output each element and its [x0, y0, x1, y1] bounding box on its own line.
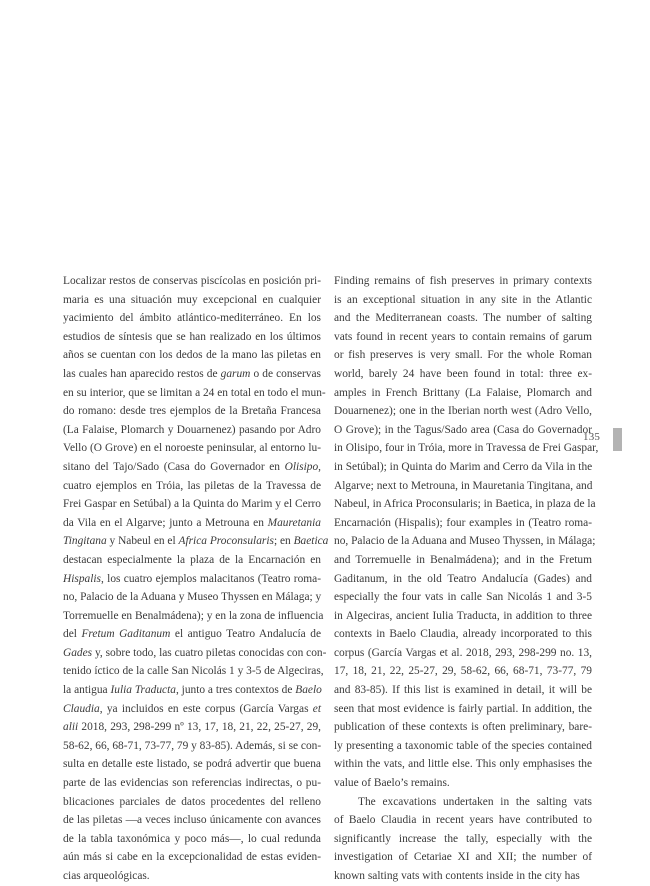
text-segment: Vello (O Grove) en el noroeste peninsular, al entorno lu- — [63, 442, 321, 455]
text-segment: tenido íctico de la calle San Nicolás 1 y 3-5 de Algeciras, — [63, 665, 324, 678]
text-line — [334, 551, 592, 570]
text-line — [63, 681, 321, 700]
text-segment: in Algeciras, ancient Iulia Traducta, in addition to three — [334, 609, 592, 622]
text-line — [334, 458, 592, 477]
text-line — [334, 421, 592, 440]
text-line — [334, 291, 592, 310]
text-line — [63, 625, 321, 644]
text-segment: estudios de síntesis que se han realizado en los últimos — [63, 330, 321, 343]
text-segment: y, sobre todo, las cuatro piletas conocidas con con- — [92, 646, 327, 659]
text-line — [334, 365, 592, 384]
text-segment: o de conservas — [250, 367, 321, 380]
italic-term: et — [312, 702, 321, 715]
italic-term: Fretum Gaditanum — [81, 628, 171, 641]
text-line — [334, 570, 592, 589]
text-line — [63, 662, 324, 681]
text-line — [334, 755, 592, 774]
text-segment: , junto a tres contextos de — [175, 684, 296, 697]
italic-term: Africa Proconsularis — [178, 535, 274, 548]
italic-term: Hispalis — [63, 572, 101, 585]
text-line — [63, 848, 321, 867]
text-segment: las cuales han aparecido restos de — [63, 367, 221, 380]
text-line — [334, 700, 592, 719]
text-line — [63, 737, 321, 756]
text-segment: amples in French Brittany (La Falaise, Plomarch and — [334, 386, 592, 399]
text-line — [63, 365, 321, 384]
text-segment: la antigua — [63, 684, 111, 697]
text-segment: no, Palacio de la Aduana y Museo Thyssen en Málaga; y — [63, 591, 322, 604]
text-segment: maria es una situación muy excepcional en cualquier — [63, 293, 321, 306]
text-line — [334, 737, 592, 756]
text-line — [63, 458, 321, 477]
text-line — [334, 681, 592, 700]
text-segment: known salting vats with contents inside in the city has — [334, 870, 580, 882]
italic-term: Mauretania — [267, 516, 321, 529]
text-segment: seen that most evidence is fairly partial. In addition, the — [334, 702, 592, 715]
italic-term: Iulia Traducta — [110, 684, 176, 697]
text-segment: do romano: desde tres ejemplos de la Bretaña Francesa — [63, 405, 321, 418]
text-line — [63, 291, 321, 310]
italic-term: Claudia — [63, 702, 100, 715]
italic-term: Tingitana — [63, 535, 107, 548]
text-segment: yacimiento del ámbito atlántico-mediterráneo. En los — [63, 312, 321, 325]
text-segment: significantly increase the tally, especially with the — [334, 832, 592, 845]
page-number: 135 — [583, 431, 601, 443]
text-segment: sitano del Tajo/Sado (Casa do Governador en — [63, 460, 285, 473]
text-segment: 17, 18, 21, 22, 25-27, 29, 58-62, 66, 68-71, 73-77, 79 — [334, 665, 592, 678]
text-segment: Encarnación (Hispalis); four examples in (Teatro roma- — [334, 516, 592, 529]
text-line — [63, 588, 321, 607]
text-segment: Finding remains of fish preserves in primary contexts — [334, 275, 592, 287]
text-line — [63, 570, 321, 589]
italic-term: Baelo — [295, 684, 322, 697]
text-segment: , — [318, 460, 321, 473]
text-line — [63, 439, 321, 458]
text-line — [63, 607, 324, 626]
text-line — [334, 588, 592, 607]
text-line — [334, 830, 592, 849]
text-segment: 58-62, 66, 68-71, 73-77, 79 y 83-85). Además, si se con- — [63, 739, 322, 752]
text-line — [334, 402, 592, 421]
text-line — [334, 662, 592, 681]
text-segment: The excavations undertaken in the salting vats — [358, 795, 592, 808]
text-segment: corpus (García Vargas et al. 2018, 293, 298-299 no. 13, — [334, 646, 592, 659]
text-line — [334, 309, 592, 328]
text-line — [63, 774, 321, 793]
spanish-text-column — [63, 272, 329, 886]
text-line — [334, 811, 592, 830]
text-line — [334, 607, 592, 626]
text-segment: vats found in recent years to contain remains of garum — [334, 330, 592, 343]
text-segment: sulta en detalle este listado, se podrá advertir que buena — [63, 758, 321, 771]
text-segment: ly presenting a taxonomic table of the species contained — [334, 739, 592, 752]
text-line — [334, 328, 592, 347]
text-line — [63, 309, 321, 328]
text-segment: and Torremuelle in Benalmádena); and in the Fretum — [334, 553, 592, 566]
text-line — [63, 755, 321, 774]
text-line — [334, 625, 592, 644]
text-segment: Douarnenez); one in the Iberian north west (Adro Vello, — [334, 405, 592, 418]
text-segment: Algarve; next to Metrouna, in Mauretania Tingitana, and — [334, 479, 593, 492]
text-segment: destacan especialmente la plaza de la Encarnación en — [63, 553, 321, 566]
text-segment: aún más si cabe en la excepcionalidad de estas eviden- — [63, 851, 321, 864]
text-line — [334, 439, 599, 458]
text-segment: Localizar restos de conservas piscícolas en posición pri- — [63, 275, 321, 287]
text-line — [63, 495, 321, 514]
text-line — [63, 644, 327, 663]
text-segment: ; en — [273, 535, 294, 548]
text-segment: especially the four vats in calle San Nicolás 1 and 3-5 — [334, 591, 592, 604]
text-line — [334, 644, 592, 663]
text-segment: años se cuentan con los dedos de la mano las piletas en — [63, 349, 321, 362]
text-line — [334, 477, 592, 496]
text-segment: of Baelo Claudia in recent years have contributed to — [334, 814, 592, 827]
text-segment: and the Mediterranean coasts. The number of salting — [334, 312, 592, 325]
text-segment: Gaditanum, in the old Teatro Andalucía (Gades) and — [334, 572, 592, 585]
text-line — [334, 867, 592, 886]
text-line — [63, 477, 321, 496]
text-segment: , los cuatro ejemplos malacitanos (Teatro roma- — [100, 572, 321, 585]
text-segment: cias arqueológicas. — [63, 870, 150, 882]
english-text-column — [334, 272, 599, 886]
text-segment: and 83-85). If this list is examined in detail, it will be — [334, 684, 592, 697]
text-segment: value of Baelo’s remains. — [334, 777, 450, 790]
text-line — [63, 830, 321, 849]
text-line — [334, 774, 592, 793]
text-segment: Frei Gaspar en Setúbal) a la Quinta do Marim y el Cerro — [63, 498, 321, 511]
text-line — [63, 272, 321, 291]
text-segment: no, Palacio de la Aduana and Museo Thyssen, in Málaga; — [334, 535, 596, 548]
text-line — [63, 402, 321, 421]
text-segment: da Vila en el Algarve; junto a Metrouna en — [63, 516, 268, 529]
text-segment: O Grove); in the Tagus/Sado area (Casa do Governador — [334, 423, 592, 436]
italic-term: Gades — [63, 646, 93, 659]
text-segment: 2018, 293, 298-299 nº 13, 17, 18, 21, 22, 25-27, 29, — [78, 721, 321, 734]
text-segment: del — [63, 628, 82, 641]
text-line — [334, 793, 592, 812]
text-segment: in Olisipo, four in Tróia, more in Travessa de Frei Gaspar, — [334, 442, 599, 455]
text-line — [63, 700, 321, 719]
italic-term: alii — [63, 721, 79, 734]
text-segment: y Nabeul en el — [106, 535, 179, 548]
italic-term: Baetica — [293, 535, 329, 548]
text-line — [63, 793, 321, 812]
text-line — [334, 848, 592, 867]
text-segment: Nabeul, in Africa Proconsularis; in Baetica, in plaza de la — [334, 498, 596, 511]
text-segment: blicaciones parciales de datos procedentes del relleno — [63, 795, 321, 808]
text-line — [334, 514, 592, 533]
text-segment: de la tabla taxonómica y poco más—, lo cual redunda — [63, 832, 321, 845]
text-segment: investigation of Cetariae XI and XII; the number of — [334, 851, 592, 864]
page-edge-tab — [613, 428, 622, 451]
text-line — [334, 718, 592, 737]
text-line — [63, 867, 321, 886]
text-segment: Torremuelle en Benalmádena); y en la zona de influencia — [63, 609, 324, 622]
text-segment: is an exceptional situation in any site in the Atlantic — [334, 293, 592, 306]
text-line — [63, 718, 321, 737]
text-segment: de las piletas —a veces incluso únicamente con avances — [63, 814, 321, 827]
text-segment: en su interior, que se limitan a 24 en total en todo el mun- — [63, 386, 326, 399]
text-line — [63, 811, 321, 830]
text-segment: cuatro ejemplos en Tróia, las piletas de la Travessa de — [63, 479, 321, 492]
text-line — [63, 421, 321, 440]
text-line — [63, 551, 321, 570]
text-segment: (La Falaise, Plomarch y Douarnenez) pasando por Adro — [63, 423, 321, 436]
text-segment: within the vats, and little else. This only emphasises the — [334, 758, 592, 771]
text-segment: el antiguo Teatro Andalucía de — [170, 628, 322, 641]
text-line — [63, 532, 329, 551]
text-line — [334, 346, 592, 365]
text-segment: , ya incluidos en este corpus (García Vargas — [99, 702, 313, 715]
text-segment: parte de las evidencias son referencias indirectas, o pu- — [63, 777, 321, 790]
text-line — [334, 532, 596, 551]
text-segment: contexts in Baelo Claudia, already incorporated to this — [334, 628, 592, 641]
text-line — [63, 328, 321, 347]
text-line — [334, 384, 592, 403]
text-segment: or fish preserves is very small. For the whole Roman — [334, 349, 592, 362]
text-segment: world, barely 24 have been found in total: three ex- — [334, 367, 592, 380]
text-line — [63, 384, 326, 403]
italic-term: Olisipo — [284, 460, 319, 473]
text-segment: in Setúbal); in Quinta do Marim and Cerro da Vila in the — [334, 460, 593, 473]
text-line — [334, 495, 596, 514]
italic-term: garum — [220, 367, 251, 380]
text-line — [63, 514, 321, 533]
text-line — [63, 346, 321, 365]
text-segment: publication of these contexts is often preliminary, bare- — [334, 721, 592, 734]
text-line — [334, 272, 592, 291]
